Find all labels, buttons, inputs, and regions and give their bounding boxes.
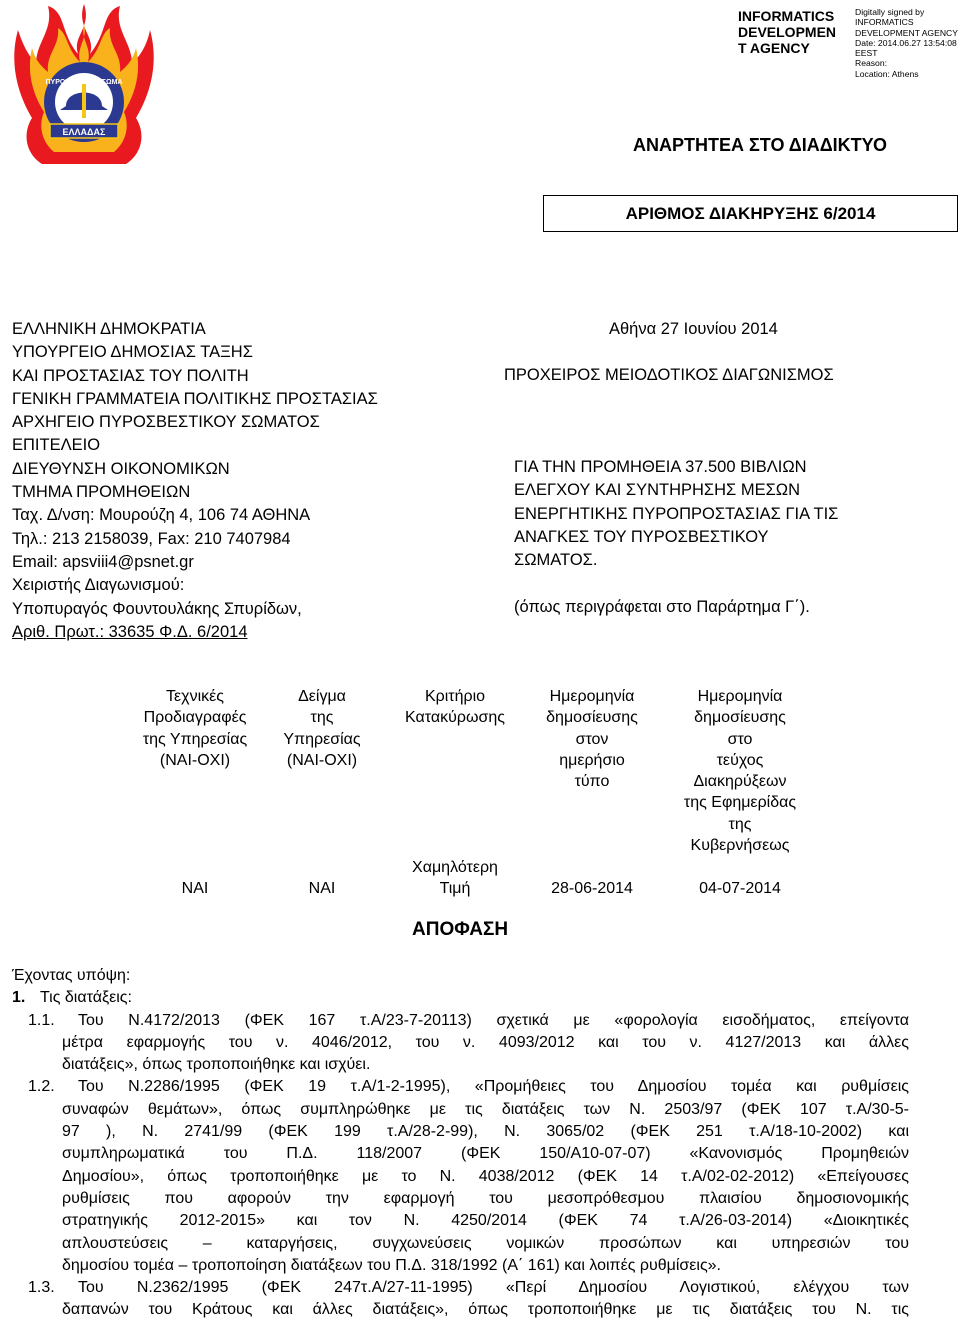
paragraph-number: 1.1. <box>28 1011 55 1029</box>
header-line: Κυβερνήσεως <box>690 837 790 855</box>
paragraph-line: συμπληρωματικά του Π.Δ. 118/2007 (ΦΕΚ 150/Α10-07-07) «Κανονισμός Προμηθειών <box>62 1145 909 1163</box>
paragraph-line: Του Ν.4172/2013 (ΦΕΚ 167 τ.Α/23-7-20113) σχετικά με «φορολογία εισοδήματος, επείγοντα <box>78 1011 909 1029</box>
paragraph-line: στρατηγικής 2012-2015» και τον Ν. 4250/2014 (ΦΕΚ 74 τ.Α/26-03-2014) «Διοικητικές <box>62 1212 909 1230</box>
decision-title: ΑΠΟΦΑΣΗ <box>412 919 509 940</box>
sender-line: Χειριστής Διαγωνισμού: <box>12 576 185 595</box>
signature-detail-line: Location: Athens <box>855 68 919 79</box>
header-line: Δείγμα <box>298 688 346 705</box>
header-line: Προδιαγραφές <box>143 709 247 727</box>
signature-details <box>855 7 960 79</box>
signature-signer-line: INFORMATICS <box>738 8 835 24</box>
table-header-specs <box>120 686 270 771</box>
table-value-gazette-date: 04-07-2014 <box>699 880 781 897</box>
subject-line: ΣΩΜΑΤΟΣ. <box>514 551 598 570</box>
axe-icon <box>82 84 86 118</box>
paragraph-line: Του Ν.2362/1995 (ΦΕΚ 247τ.Α/27-11-1995) «Περί Δημοσίου Λογιστικού, ελέγχου των <box>78 1279 909 1297</box>
item-1 <box>12 987 909 1009</box>
header-line: δημοσίευσης <box>694 709 786 727</box>
protocol-number: Αριθ. Πρωτ.: 33635 Φ.Δ. 6/2014 <box>12 622 248 641</box>
signature-detail-line: EEST <box>855 48 878 59</box>
paragraph-line: μέτρα εφαρμογής του ν. 4046/2012, του ν. 4093/2012 και του ν. 4127/2013 και άλλες <box>62 1033 909 1051</box>
signature-detail-line: Date: 2014.06.27 13:54:08 <box>855 37 957 48</box>
value-line: Χαμηλότερη <box>412 859 498 876</box>
considering-line: Έχοντας υπόψη: <box>12 967 131 984</box>
table-value-press-date: 28-06-2014 <box>551 880 633 897</box>
sender-line: ΔΙΕΥΘΥΝΣΗ ΟΙΚΟΝΟΜΙΚΩΝ <box>12 459 230 478</box>
sender-line: ΚΑΙ ΠΡΟΣΤΑΣΙΑΣ ΤΟΥ ΠΟΛΙΤΗ <box>12 366 249 385</box>
paragraph-number: 1.2. <box>28 1078 55 1096</box>
table-value-specs: ΝΑΙ <box>181 880 209 897</box>
header-line: (ΝΑΙ-ΟΧΙ) <box>286 751 358 769</box>
header-line: της <box>728 815 752 833</box>
paragraph-line: Του Ν.2286/1995 (ΦΕΚ 19 τ.Α/1-2-1995), «Προμήθειες του Δημοσίου τομέα και ρυθμίσεις <box>78 1078 909 1096</box>
decision-body <box>12 965 909 1322</box>
document-date: Αθήνα 27 Ιουνίου 2014 <box>609 320 778 338</box>
signature-detail-line: Reason: <box>855 58 888 69</box>
subject-line: ΕΝΕΡΓΗΤΙΚΗΣ ΠΥΡΟΠΡΟΣΤΑΣΙΑΣ ΓΙΑ ΤΙΣ <box>514 504 839 523</box>
sender-line: ΓΕΝΙΚΗ ΓΡΑΜΜΑΤΕΙΑ ΠΟΛΙΤΙΚΗΣ ΠΡΟΣΤΑΣΙΑΣ <box>12 389 378 408</box>
sender-line: Τηλ.: 213 2158039, Fax: 210 7407984 <box>12 529 291 548</box>
tender-type: ΠΡΟΧΕΙΡΟΣ ΜΕΙΟΔΟΤΙΚΟΣ ΔΙΑΓΩΝΙΣΜΟΣ <box>504 366 834 384</box>
header-line: Τεχνικές <box>166 688 224 705</box>
sender-line: Email: apsviii4@psnet.gr <box>12 552 194 571</box>
sender-line: ΥΠΟΥΡΓΕΙΟ ΔΗΜΟΣΙΑΣ ΤΑΞΗΣ <box>12 343 253 362</box>
header-line: Ημερομηνία <box>697 688 783 705</box>
signature-signer-line: DEVELOPMEN <box>738 24 837 40</box>
paragraph-line: δημοσίου τομέα – τροποποίηση διατάξεων του Π.Δ. 318/1992 (Α΄ 161) και λοιπές ρυθμίσεις». <box>62 1256 721 1274</box>
table-value-criterion <box>395 857 515 899</box>
header-line: Κριτήριο <box>424 688 486 705</box>
header-line: στον <box>575 730 609 748</box>
table-header-criterion <box>390 686 520 729</box>
subject-line: ΓΙΑ ΤΗΝ ΠΡΟΜΗΘΕΙΑ 37.500 ΒΙΒΛΙΩΝ <box>514 458 807 476</box>
subject-line: ΕΛΕΓΧΟΥ ΚΑΙ ΣΥΝΤΗΡΗΣΗΣ ΜΕΣΩΝ <box>514 481 801 500</box>
subject-line: ΑΝΑΓΚΕΣ ΤΟΥ ΠΥΡΟΣΒΕΣΤΙΚΟΥ <box>514 527 769 546</box>
table-header-sample <box>262 686 382 771</box>
header-line: ημερήσιο <box>559 751 625 769</box>
sender-line: ΤΜΗΜΑ ΠΡΟΜΗΘΕΙΩΝ <box>12 483 191 502</box>
header-line: Κατακύρωσης <box>405 709 505 727</box>
paragraph-1-2-first <box>12 1076 909 1098</box>
paragraph-line: δαπανών του Κράτους και άλλες διατάξεις», όπως τροποποιήθηκε με τις διατάξεις του Ν. τις <box>62 1301 909 1319</box>
paragraph-line: 97 ), Ν. 2741/99 (ΦΕΚ 199 τ.Α/28-2-99), Ν. 3065/02 (ΦΕΚ 251 τ.Α/18-10-2002) και <box>62 1123 909 1141</box>
sender-line: Ταχ. Δ/νση: Μουρούζη 4, 106 74 ΑΘΗΝΑ <box>12 506 311 525</box>
sender-line: ΕΠΙΤΕΛΕΙΟ <box>12 436 101 455</box>
value-line: Τιμή <box>439 880 471 897</box>
signature-signer-line: T AGENCY <box>738 40 810 56</box>
paragraph-number: 1.3. <box>28 1279 55 1297</box>
table-value-sample: ΝΑΙ <box>308 880 336 897</box>
tender-subject <box>514 456 838 572</box>
signature-detail-line: INFORMATICS <box>855 17 914 28</box>
paragraph-line: ρυθμίσεις που αφορούν την εφαρμογή του μεσοπρόθεσμου πλαισίου δημοσιονομικής <box>62 1189 909 1207</box>
publish-note: ΑΝΑΡΤΗΤΕΑ ΣΤΟ ΔΙΑΔΙΚΤΥΟ <box>633 135 887 155</box>
header-line: της <box>310 709 334 727</box>
header-line: Διακηρύξεων <box>693 773 787 791</box>
paragraph-line: διατάξεις», όπως τροποποιήθηκε και ισχύει. <box>62 1056 371 1074</box>
item-1-number: 1. <box>12 989 26 1007</box>
signature-signer <box>738 8 850 56</box>
logo-text-bottom: ΕΛΛΑΔΑΣ <box>62 127 106 137</box>
header-line: της Εφημερίδας <box>683 794 797 812</box>
paragraph-1-3-first <box>12 1277 909 1299</box>
table-header-gazette-date <box>665 686 815 856</box>
sender-line: ΑΡΧΗΓΕΙΟ ΠΥΡΟΣΒΕΣΤΙΚΟΥ ΣΩΜΑΤΟΣ <box>12 413 320 432</box>
sender-block <box>12 318 482 644</box>
header-line: (ΝΑΙ-ΟΧΙ) <box>159 751 231 769</box>
header-line: δημοσίευσης <box>546 709 638 727</box>
signature-detail-line: Digitally signed by <box>855 7 925 17</box>
fire-service-logo <box>10 2 158 170</box>
item-1-label: Τις διατάξεις: <box>40 989 132 1007</box>
paragraph-line: Δημοσίου», όπως τροποποιήθηκε με το Ν. 4038/2012 (ΦΕΚ 14 τ.Α/02-02-2012) «Επείγουσες <box>62 1167 909 1185</box>
header-line: τύπο <box>574 773 610 791</box>
sender-line: ΕΛΛΗΝΙΚΗ ΔΗΜΟΚΡΑΤΙΑ <box>12 320 206 338</box>
paragraph-1-1-first <box>12 1010 909 1032</box>
header-line: τεύχος <box>716 751 764 769</box>
sender-line: Υποπυραγός Φουντουλάκης Σπυρίδων, <box>12 599 302 618</box>
signature-detail-line: DEVELOPMENT AGENCY <box>855 27 958 38</box>
logo-text-top: ΠΥΡΟΣΒΕΣΤΙΚΟ ΣΩΜΑ <box>45 79 123 86</box>
header-line: Υπηρεσίας <box>283 730 361 748</box>
header-line: στο <box>727 730 753 748</box>
notice-number-box: ΑΡΙΘΜΟΣ ΔΙΑΚΗΡΥΞΗΣ 6/2014 <box>543 195 958 232</box>
header-line: Ημερομηνία <box>549 688 635 705</box>
subject-note: (όπως περιγράφεται στο Παράρτημα Γ΄). <box>514 598 810 616</box>
table-header-press-date <box>528 686 656 792</box>
header-line: της Υπηρεσίας <box>142 730 248 748</box>
paragraph-line: απλουστεύσεις – καταργήσεις, συγχωνεύσεις νομικών προσώπων και υπηρεσιών του <box>62 1234 909 1252</box>
paragraph-line: συναφών θεμάτων», όπως συμπληρώθηκε με τις διατάξεις των Ν. 2503/97 (ΦΕΚ 107 τ.Α/30-5- <box>62 1100 909 1118</box>
